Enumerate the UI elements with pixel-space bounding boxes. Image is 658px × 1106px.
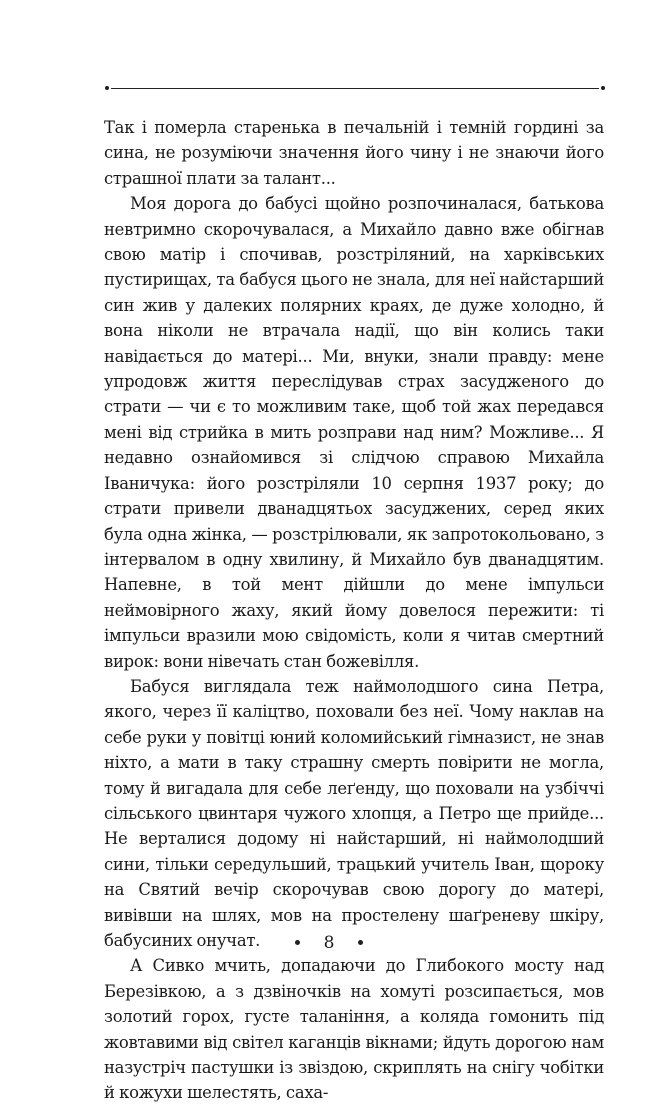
rule-line: [111, 88, 599, 89]
paragraph-2: Моя дорога до бабусі щойно розпочиналася, батькова невтримно скорочувалася, а Михайло давно вже обігнав свою матір і спочивав, розстріляний, на харківських пустирищах, та бабуся цього не знала, для неї найстарший син жив у далеких полярних краях, де дуже холодно, й вона ніколи не втрачала надії, що він колись таки навідається до матері... Ми, внуки, знали правду: мене упродовж життя переслідував страх засудженого до страти — чи є то можливим таке, щоб той жах передався мені від стрийка в мить розправи над ним? Можливе... Я недавно ознайомився зі слідчою справою Михайла Іваничука: його розстріляли 10 серпня 1937 року; до страти привели дванадцятьох засуджених, серед яких була одна жінка, — розстрілювали, як запротокольовано, з інтервалом в одну хвилину, й Михайло був дванадцятим. Напевне, в той мент дійшли до мене імпульси неймовірного жаху, який йому довелося пережити: ті імпульси вразили мою свідомість, коли я читав смертний вирок: вони нівечать стан божевілля.: [104, 194, 604, 671]
footer-bullet-right: [358, 940, 363, 945]
header-ornament-rule: [105, 87, 605, 89]
page-footer: [0, 930, 658, 955]
paragraph-1: Так і померла старенька в печальній і темній гордині за сина, не розуміючи значення його чину і не знаючи його страшної плати за талант...: [104, 118, 604, 188]
rule-dot-left: [105, 86, 109, 90]
paragraph-4: А Сивко мчить, допадаючи до Глибокого мосту над Березівкою, а з дзвіночків на хомуті розсипається, мов золотий горох, густе таланіння, а коляда гомонить під жовтавими від світел каганців вікнами; йдуть дорогою нам назустріч пастушки із звіздою, скриплять на снігу чобітки й кожухи шелестять, саха-: [104, 956, 604, 1103]
rule-dot-right: [601, 86, 605, 90]
page-number: 8: [323, 932, 335, 953]
footer-bullet-left: [295, 940, 300, 945]
paragraph-3: Бабуся виглядала теж наймолодшого сина Петра, якого, через її каліцтво, поховали без неї. Чому наклав на себе руки у повітці юний коломийський гімназист, не знав ніхто, а мати в таку страшну смерть повірити не могла, тому й вигадала для себе леґенду, що поховали на узбіччі сільського цвинтаря чужого хлопця, а Петро ще прийде... Не верталися додому ні найстарший, ні наймолодший сини, тільки середульший, трацький учитель Іван, щороку на Святий вечір скорочував свою дорогу до матері, вивівши на шлях, мов на простелену шаґреневу шкіру, бабусиних онучат.: [104, 676, 604, 950]
page-body: [104, 115, 604, 1106]
